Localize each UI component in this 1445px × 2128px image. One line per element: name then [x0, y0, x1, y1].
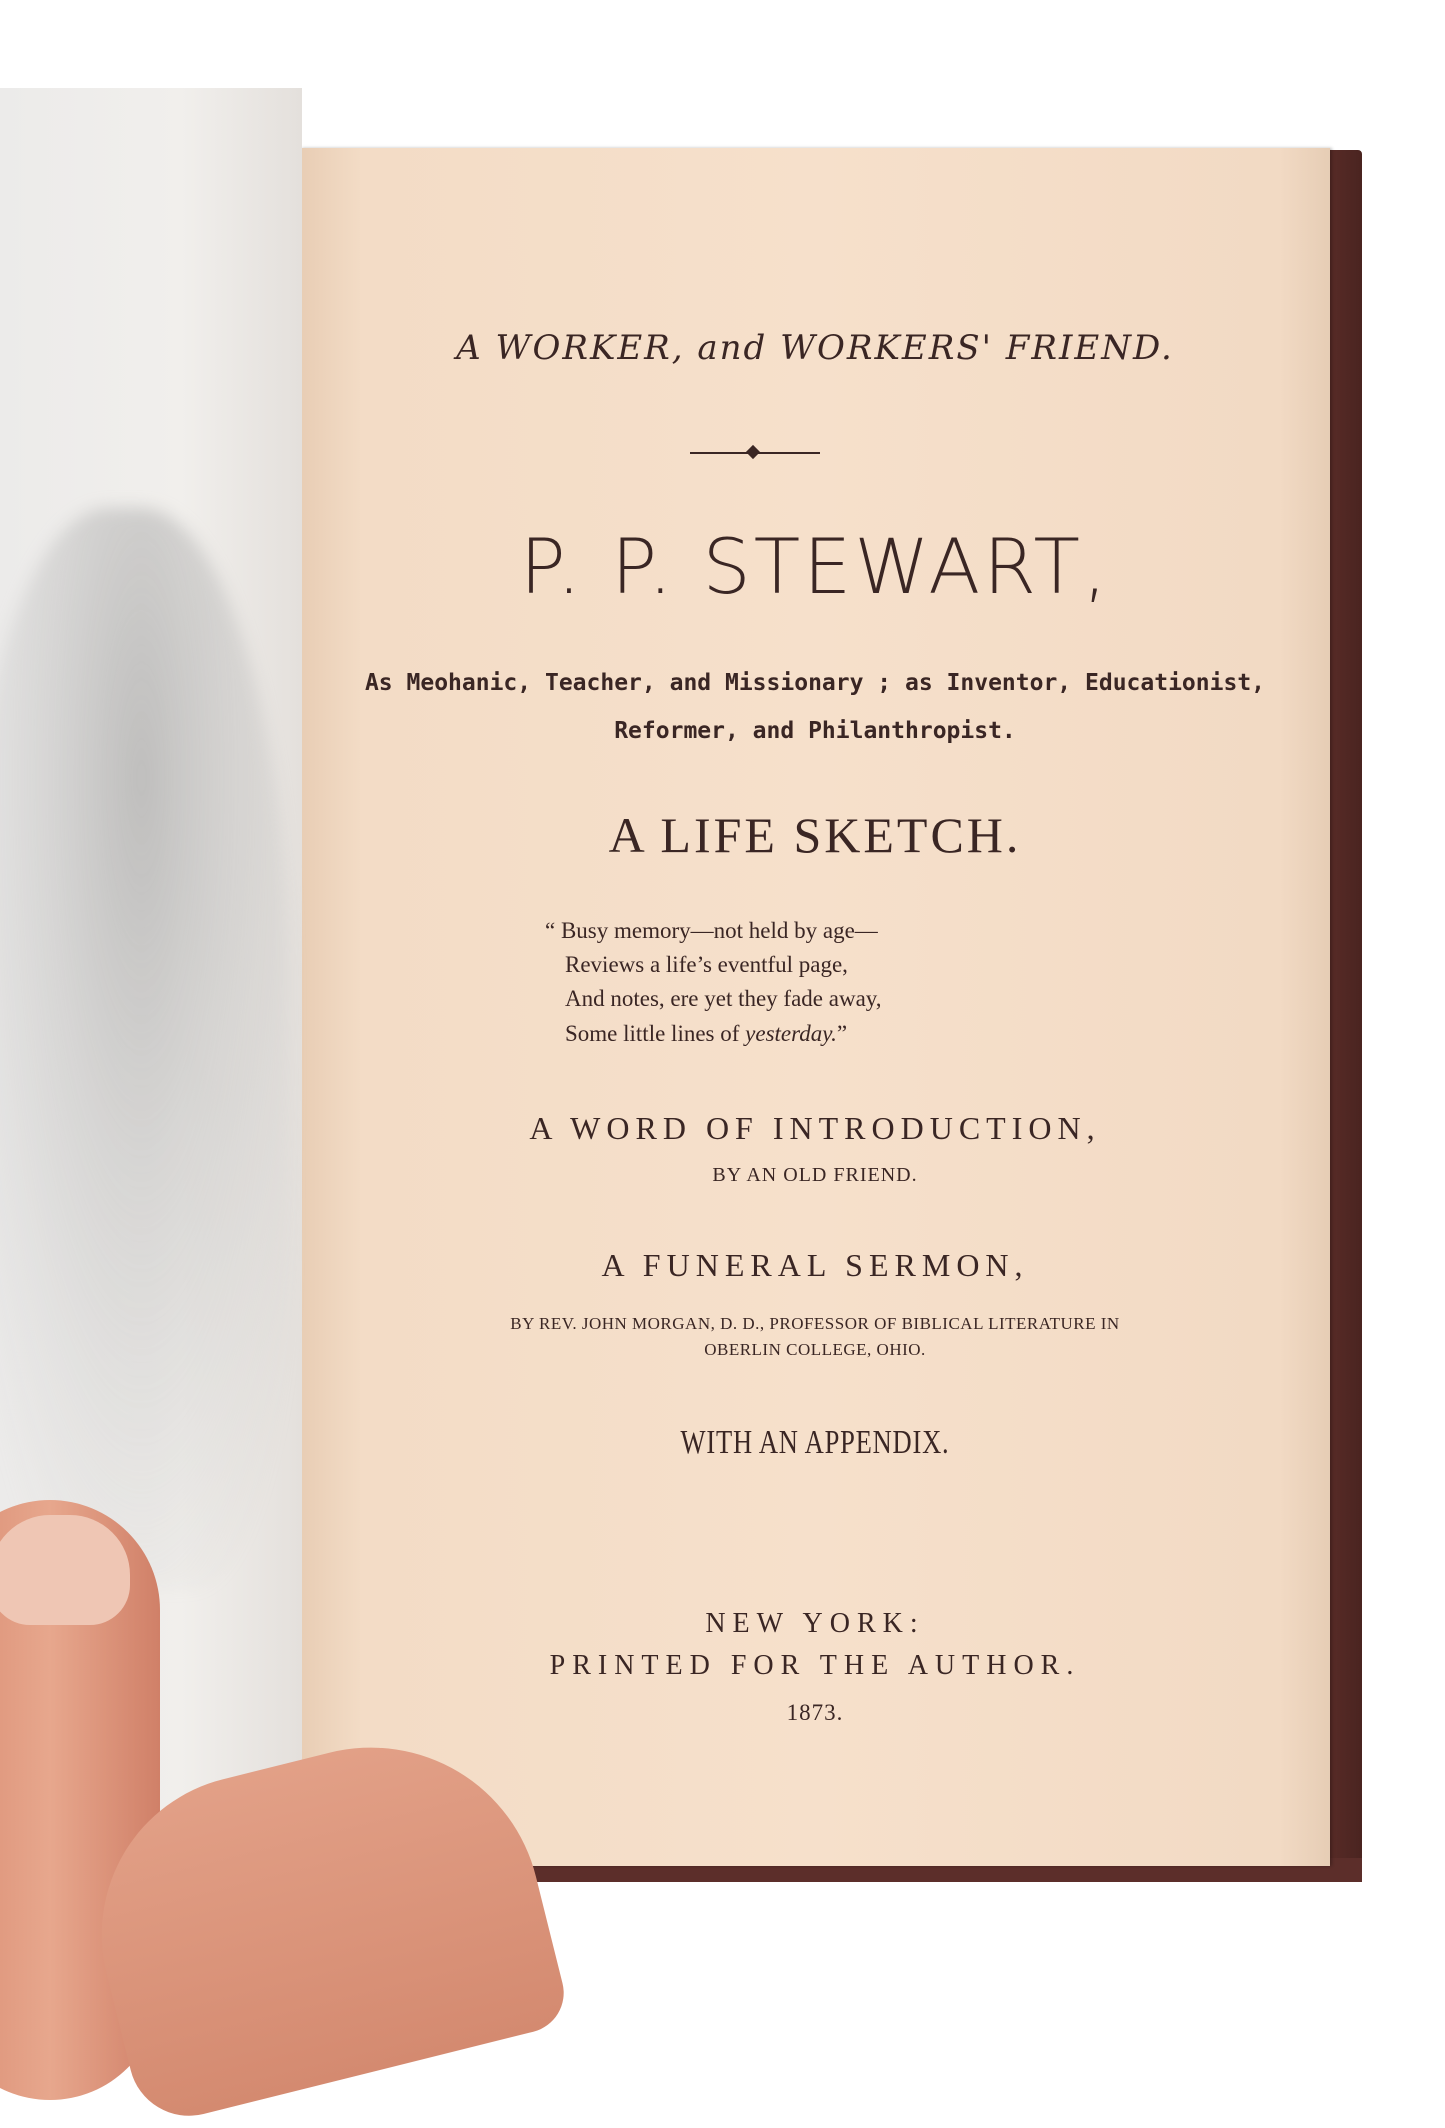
sermon-heading: A FUNERAL SERMON, — [601, 1247, 1029, 1283]
imprint-printer: PRINTED FOR THE AUTHOR. — [549, 1650, 1081, 1681]
quote-line-3: And notes, ere yet they fade away, — [565, 986, 882, 1011]
faded-portrait-image — [0, 508, 290, 1588]
introduction-by: BY AN OLD FRIEND. — [712, 1164, 918, 1186]
subtitle-line-1: As Meohanic, Teacher, and Missionary ; as Inventor, Educationist, — [364, 670, 1266, 696]
thumbnail — [0, 1515, 130, 1625]
introduction-heading: A WORD OF INTRODUCTION, — [529, 1110, 1101, 1146]
appendix-line: WITH AN APPENDIX. — [680, 1424, 950, 1461]
quote-line-4-text: Some little lines of — [565, 1021, 746, 1046]
quote-line-1: “ Busy memory—not held by age— — [545, 918, 878, 943]
sermon-by-line-1: BY REV. JOHN MORGAN, D. D., PROFESSOR OF BIBLICAL LITERATURE IN — [510, 1314, 1120, 1333]
quote-line-2: Reviews a life’s eventful page, — [565, 952, 848, 977]
heading-life-sketch: A LIFE SKETCH. — [608, 807, 1022, 863]
ornament-rule — [690, 452, 820, 454]
sermon-by-line-2: OBERLIN COLLEGE, OHIO. — [704, 1340, 926, 1359]
subtitle-line-2: Reformer, and Philanthropist. — [614, 718, 1016, 744]
author-name: P. P. STEWART, — [519, 522, 1111, 611]
quote-close: ” — [836, 1021, 848, 1046]
quote-italic-word: yesterday. — [745, 1021, 837, 1046]
imprint-year: 1873. — [786, 1700, 844, 1725]
quote-line-4 — [565, 1021, 1065, 1047]
imprint-city: NEW YORK: — [705, 1608, 925, 1639]
motto: A WORKER, and WORKERS' FRIEND. — [456, 328, 1174, 368]
